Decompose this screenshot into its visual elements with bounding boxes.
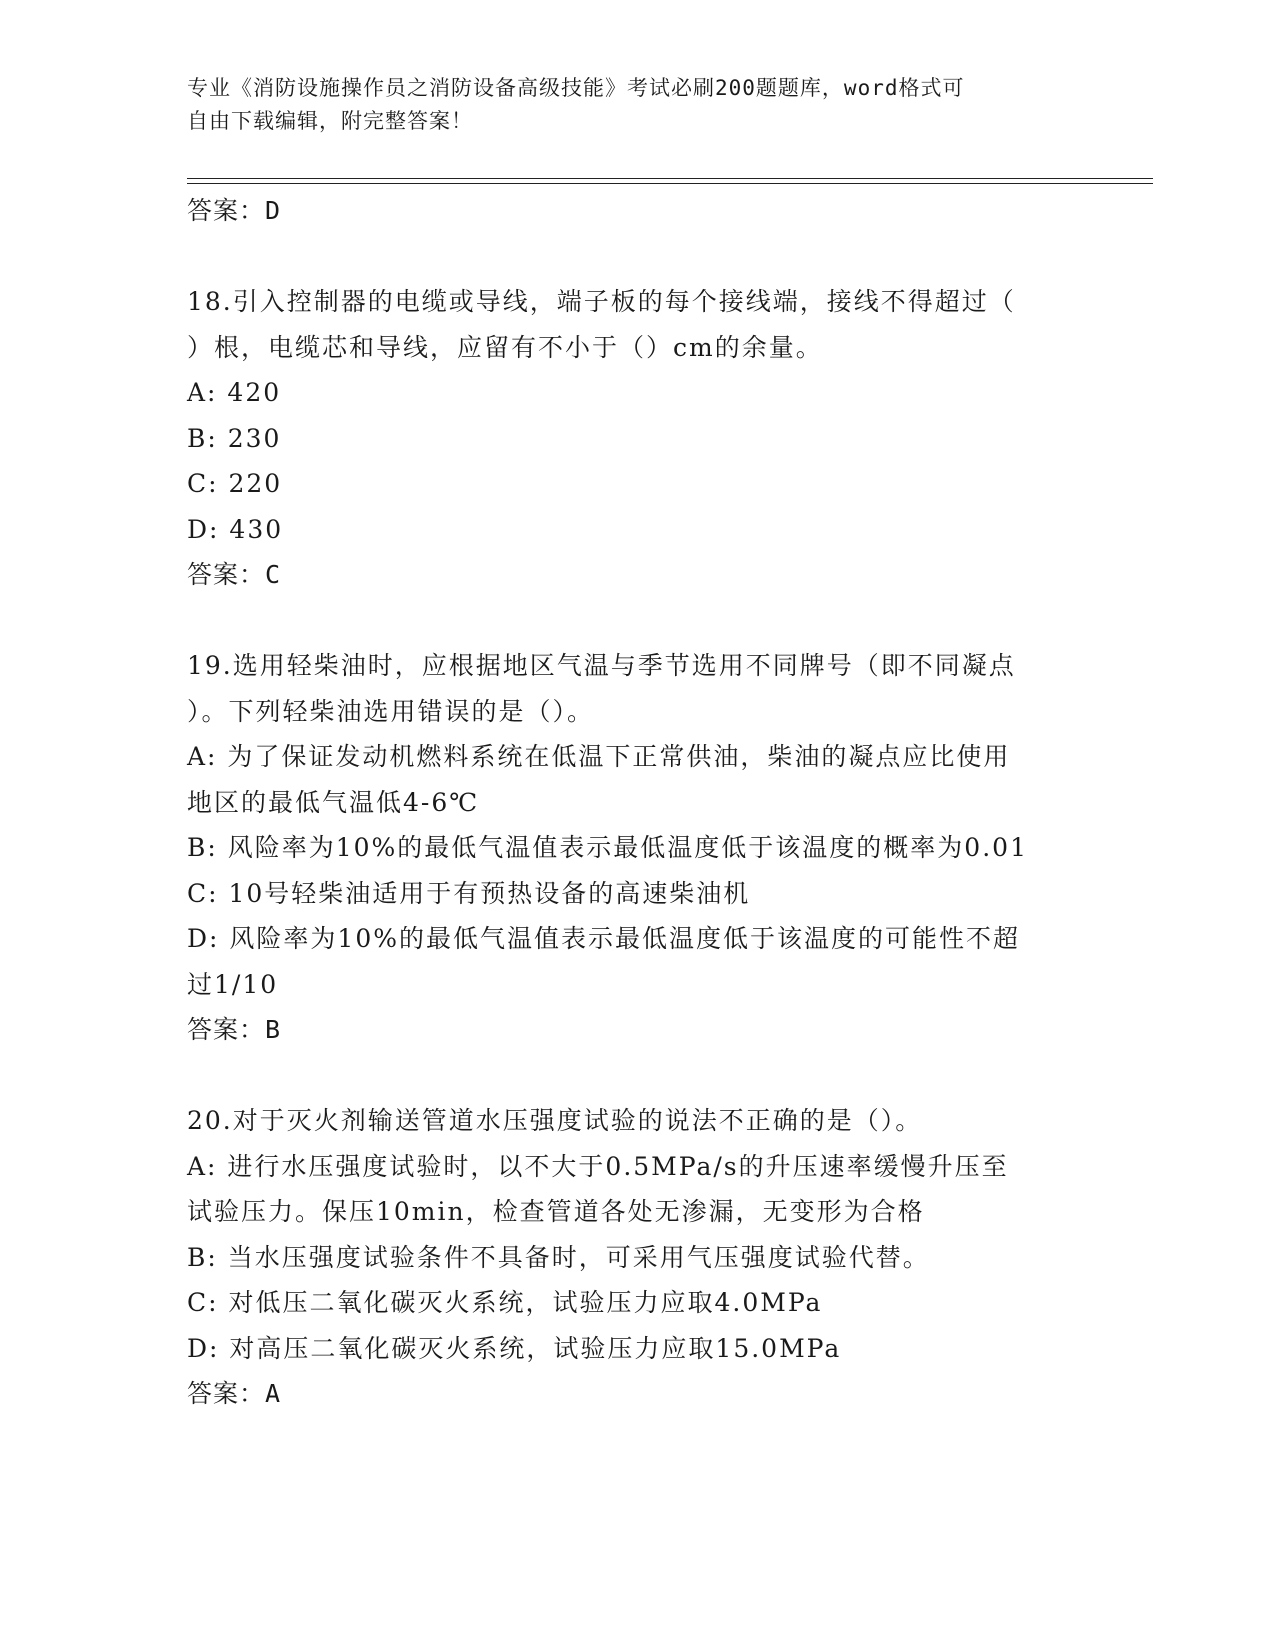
question-19 [187,643,1087,1053]
document-header [187,72,1067,138]
option-a-cont: 试验压力。保压10min，检查管道各处无渗漏，无变形为合格 [187,1197,925,1226]
option-c: C: 对低压二氧化碳灭火系统，试验压力应取4.0MPa [187,1288,823,1317]
spacer [187,234,1087,280]
answer-line: 答案：C [187,560,282,589]
question-stem: 18.引入控制器的电缆或导线，端子板的每个接线端，接线不得超过（ [187,287,1016,316]
header-line-2: 自由下载编辑，附完整答案！ [187,109,473,133]
option-a: A: 进行水压强度试验时，以不大于0.5MPa/s的升压速率缓慢升压至 [187,1151,1009,1181]
option-b: B: 当水压强度试验条件不具备时，可采用气压强度试验代替。 [187,1242,930,1272]
option-c: C: 10号轻柴油适用于有预热设备的高速柴油机 [187,878,751,908]
question-stem: 20.对于灭火剂输送管道水压强度试验的说法不正确的是（）。 [187,1106,923,1135]
option-a-cont: 地区的最低气温低4-6℃ [187,787,480,817]
option-a: A: 为了保证发动机燃料系统在低温下正常供油，柴油的凝点应比使用 [187,742,1011,771]
answer-line: 答案：D [187,196,282,225]
question-stem: ）根，电缆芯和导线，应留有不小于（）cm的余量。 [187,332,823,362]
question-20 [187,1098,1087,1417]
spacer [187,598,1087,644]
option-c: C: 220 [187,469,283,498]
option-d: D: 430 [187,514,284,544]
header-rule-top [187,178,1153,179]
question-stem: ）。下列轻柴油选用错误的是（）。 [187,696,595,726]
option-a: A: 420 [187,378,282,407]
option-d: D: 对高压二氧化碳灭火系统，试验压力应取15.0MPa [187,1333,842,1363]
spacer [187,1053,1087,1099]
option-b: B: 230 [187,423,282,453]
option-d: D: 风险率为10%的最低气温值表示最低温度低于该温度的可能性不超 [187,924,1020,953]
option-b: B: 风险率为10%的最低气温值表示最低温度低于该温度的概率为0.01 [187,833,1028,862]
answer-line: 答案：B [187,1015,282,1044]
header-line-1: 专业《消防设施操作员之消防设备高级技能》考试必刷200题题库，word格式可 [187,76,965,100]
question-content [187,188,1087,1417]
option-d-cont: 过1/10 [187,969,279,999]
question-18 [187,279,1087,598]
question-stem: 19.选用轻柴油时，应根据地区气温与季节选用不同牌号（即不同凝点 [187,651,1016,680]
header-rule-bottom [187,183,1153,184]
answer-line: 答案：A [187,1379,282,1408]
